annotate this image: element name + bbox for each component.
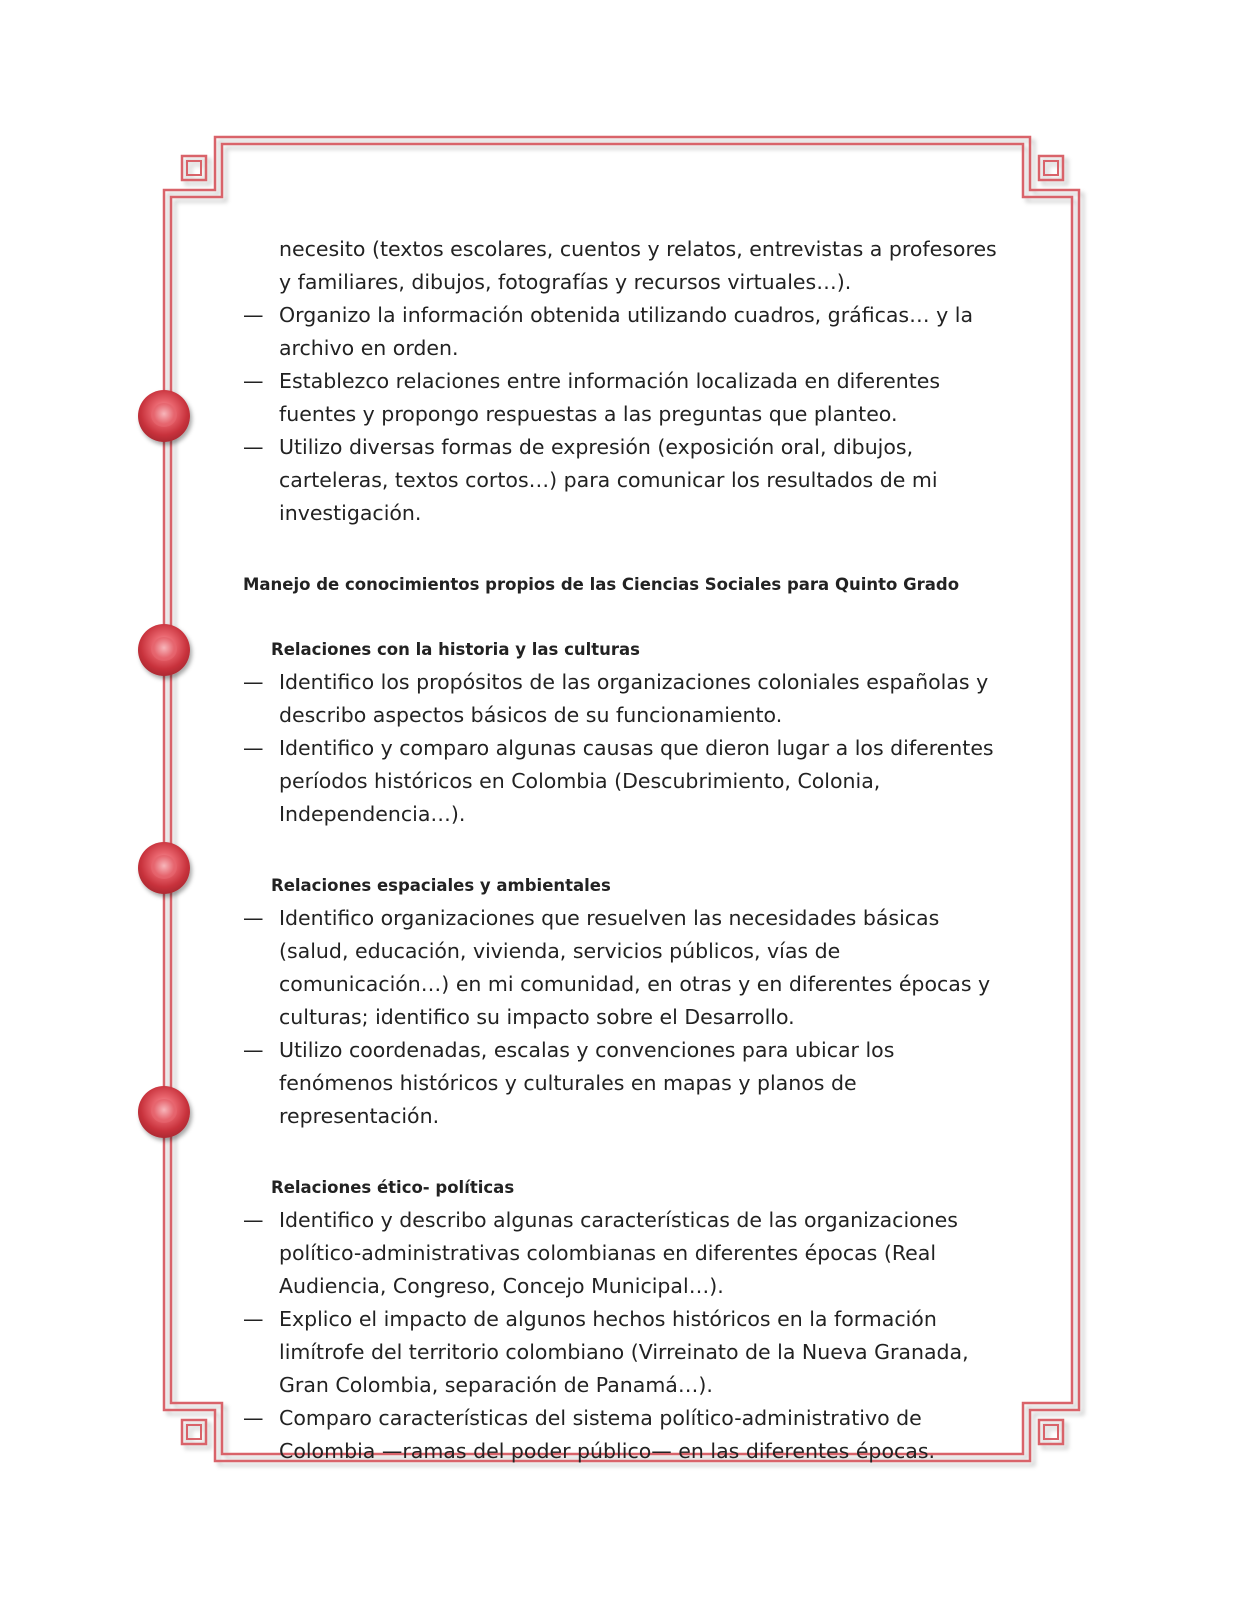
list-dash: —: [243, 1406, 264, 1430]
list-dash: —: [243, 1208, 264, 1232]
section-list-item: [243, 1402, 1003, 1468]
list-dash: —: [243, 1307, 264, 1331]
list-item-text: Identifico y comparo algunas causas que dieron lugar a los diferentes períodos históricos en Colombia (Descubrimiento, Colonia, Independencia…).: [279, 736, 994, 826]
main-heading: Manejo de conocimientos propios de las Ciencias Sociales para Quinto Grado: [243, 575, 960, 594]
section-list-item: [243, 1034, 1003, 1133]
corner-ornament-bottom-left: [182, 1420, 206, 1444]
list-dash: —: [243, 906, 264, 930]
intro-list-item: [243, 299, 1003, 365]
list-dash: —: [243, 435, 264, 459]
list-dash: —: [243, 1038, 264, 1062]
list-item-text: Establezco relaciones entre información localizada en diferentes fuentes y propongo respuestas a las preguntas que planteo.: [279, 369, 941, 426]
list-item-text: Identifico los propósitos de las organizaciones coloniales españolas y describo aspectos básicos de su funcionamiento.: [279, 670, 989, 727]
list-item-text: Identifico y describo algunas características de las organizaciones político-administrativas colombianas en diferentes épocas (Real Audiencia, Congreso, Concejo Municipal…).: [279, 1208, 958, 1298]
intro-list-item: [243, 431, 1003, 530]
red-bullet-ornament-4: [138, 1086, 190, 1138]
section-list-item: [243, 666, 1003, 732]
red-bullet-ornament-1: [138, 390, 190, 442]
list-item-text: Identifico organizaciones que resuelven las necesidades básicas (salud, educación, vivienda, servicios públicos, vías de comunicación…) en mi comunidad, en otras y en diferentes épocas y culturas; identifico su impacto sobre el Desarrollo.: [279, 906, 991, 1029]
corner-ornament-top-right: [1039, 156, 1063, 180]
list-item-text: Utilizo diversas formas de expresión (exposición oral, dibujos, carteleras, textos cortos…) para comunicar los resultados de mi investigación.: [279, 435, 938, 525]
section-title-historia: Relaciones con la historia y las culturas: [271, 640, 640, 659]
intro-list-item: [243, 365, 1003, 431]
section-list-item: [243, 732, 1003, 831]
section-list-item: [243, 1204, 1003, 1303]
red-bullet-ornament-2: [138, 624, 190, 676]
intro-continuation-text: necesito (textos escolares, cuentos y relatos, entrevistas a profesores y familiares, dibujos, fotografías y recursos virtuales…).: [279, 237, 997, 294]
corner-ornament-bottom-right: [1039, 1420, 1063, 1444]
list-item-text: Utilizo coordenadas, escalas y convenciones para ubicar los fenómenos históricos y culturales en mapas y planos de representación.: [279, 1038, 895, 1128]
section-title-etico-politicas: Relaciones ético- políticas: [271, 1178, 515, 1197]
list-dash: —: [243, 670, 264, 694]
red-bullet-ornament-3: [138, 842, 190, 894]
section-list-item: [243, 1303, 1003, 1402]
list-dash: —: [243, 369, 264, 393]
list-dash: —: [243, 303, 264, 327]
section-list-item: [243, 902, 1003, 1034]
list-dash: —: [243, 736, 264, 760]
section-title-espaciales: Relaciones espaciales y ambientales: [271, 876, 611, 895]
corner-ornament-top-left: [182, 156, 206, 180]
list-item-text: Explico el impacto de algunos hechos históricos en la formación limítrofe del territorio colombiano (Virreinato de la Nueva Granada, Gran Colombia, separación de Panamá…).: [279, 1307, 969, 1397]
list-item-text: Comparo características del sistema político-administrativo de Colombia —ramas del poder público— en las diferentes épocas.: [279, 1406, 936, 1463]
list-item-text: Organizo la información obtenida utilizando cuadros, gráficas… y la archivo en orden.: [279, 303, 974, 360]
page-content: [243, 233, 1003, 1468]
